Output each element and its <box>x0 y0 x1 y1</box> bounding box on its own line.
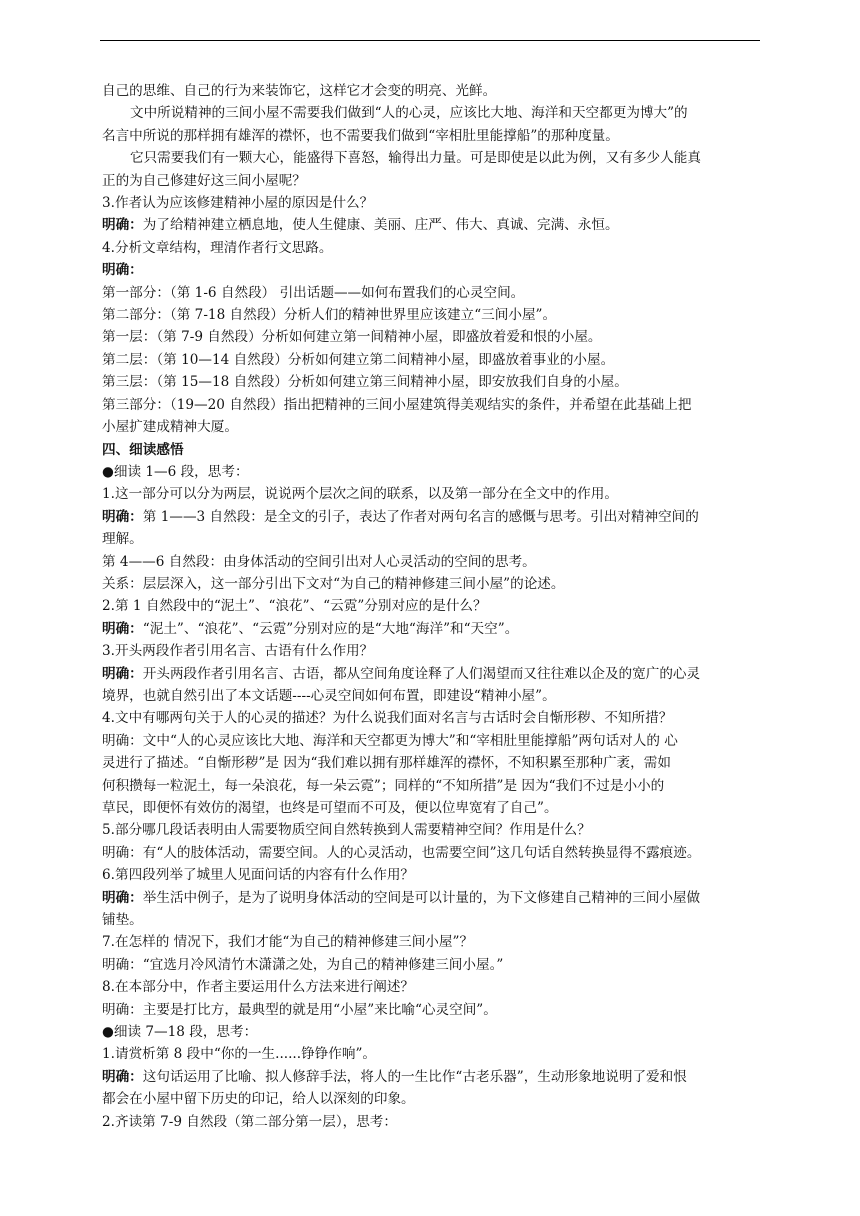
line-text: 第三部分：（19—20 自然段）指出把精神的三间小屋建筑得美观结实的条件，并希望在此基础上把 <box>102 396 692 413</box>
text-line <box>102 416 760 438</box>
line-text: 举生活中例子，是为了说明身体活动的空间是可以计量的，为下文修建自己精神的三间小屋做 <box>142 889 701 906</box>
line-text: 正的为自己修建好这三间小屋呢？ <box>102 172 306 189</box>
text-line <box>102 640 760 662</box>
text-line <box>102 976 760 998</box>
line-text: 2.第 1 自然段中的“泥土”、“浪花”、“云霓”分别对应的是什么？ <box>102 598 487 615</box>
text-line <box>102 864 760 886</box>
text-line <box>102 819 760 841</box>
text-line <box>102 170 760 192</box>
text-line <box>102 707 760 729</box>
text-line <box>102 887 760 909</box>
line-text: 理解。 <box>102 531 143 548</box>
text-line <box>102 842 760 864</box>
text-line <box>102 730 760 752</box>
line-text: 7.在怎样的 情况下，我们才能“为自己的精神修建三间小屋”？ <box>102 934 474 951</box>
answer-label: 明确： <box>102 665 143 682</box>
line-text: “泥土”、“浪花”、“云霓”分别对应的是“大地“海洋”和“天空”。 <box>142 620 519 637</box>
answer-label: 明确： <box>102 1068 143 1085</box>
text-line <box>102 528 760 550</box>
text-line <box>102 214 760 236</box>
line-text: 第一层：（第 7-9 自然段）分析如何建立第一间精神小屋，即盛放着爱和恨的小屋。 <box>102 329 602 346</box>
line-text: 文中所说精神的三间小屋不需要我们做到“人的心灵，应该比大地、海洋和天空都更为博大”的 <box>130 105 688 122</box>
line-text: 1.这一部分可以分为两层，说说两个层次之间的联系，以及第一部分在全文中的作用。 <box>102 486 618 503</box>
line-text: 名言中所说的那样拥有雄浑的襟怀，也不需要我们做到“宰相肚里能撑船”的那种度量。 <box>102 127 619 144</box>
answer-label: 明确： <box>102 889 143 906</box>
line-text: 2.齐读第 7-9 自然段（第二部分第一层），思考： <box>102 1113 397 1130</box>
text-line <box>102 999 760 1021</box>
line-text: 4.文中有哪两句关于人的心灵的描述？为什么说我们面对名言与古话时会自惭形秽、不知所措？ <box>102 710 673 727</box>
line-text: 灵进行了描述。“自惭形秽”是 因为“我们难以拥有那样雄浑的襟怀，不知积累至那种广袤，需如 <box>102 755 671 772</box>
line-text: 铺垫。 <box>102 912 143 929</box>
section-heading <box>102 439 760 461</box>
answer-label: 明确： <box>102 217 143 234</box>
text-line <box>102 326 760 348</box>
line-text: 1.请赏析第 8 段中“你的一生......铮铮作响”。 <box>102 1046 376 1063</box>
text-line <box>102 147 760 169</box>
text-line <box>102 1111 760 1133</box>
line-text: 明确：文中“人的心灵应该比大地、海洋和天空都更为博大”和“宰相肚里能撑船”两句话对人的 心 <box>102 732 678 749</box>
text-line <box>102 573 760 595</box>
line-text: 明确：有“人的肢体活动，需要空间。人的心灵活动，也需要空间”这几句话自然转换显得不露痕迹。 <box>102 844 701 861</box>
line-text: 8.在本部分中，作者主要运用什么方法来进行阐述？ <box>102 979 415 996</box>
text-line <box>102 954 760 976</box>
line-text: 第二层：（第 10—14 自然段）分析如何建立第二间精神小屋，即盛放着事业的小屋。 <box>102 351 615 368</box>
text-line <box>102 349 760 371</box>
header-rule <box>100 40 760 41</box>
text-line <box>102 551 760 573</box>
text-line <box>102 909 760 931</box>
line-text: ●细读 7—18 段，思考： <box>102 1024 258 1041</box>
text-line <box>102 1088 760 1110</box>
text-line <box>102 192 760 214</box>
text-line <box>102 1066 760 1088</box>
document-body <box>102 80 760 1133</box>
text-line <box>102 102 760 124</box>
line-text: 5.部分哪几段话表明由人需要物质空间自然转换到人需要精神空间？作用是什么？ <box>102 822 591 839</box>
line-text: 境界，也就自然引出了本文话题----心灵空间如何布置，即建设“精神小屋”。 <box>102 687 556 704</box>
line-text: 为了给精神建立栖息地，使人生健康、美丽、庄严、伟大、真诚、完满、永恒。 <box>142 217 619 234</box>
text-line <box>102 237 760 259</box>
text-line <box>102 394 760 416</box>
text-line <box>102 685 760 707</box>
text-line <box>102 797 760 819</box>
line-text: 第 4——6 自然段：由身体活动的空间引出对人心灵活动的空间的思考。 <box>102 553 536 570</box>
line-text: 四、细读感悟 <box>102 441 184 458</box>
text-line <box>102 483 760 505</box>
text-line <box>102 259 760 281</box>
line-text: 草民，即便怀有效仿的渴望，也终是可望而不可及，便以位卑宽宥了自己”。 <box>102 800 558 816</box>
text-line <box>102 1021 760 1043</box>
answer-label: 明确： <box>102 262 143 279</box>
line-text: 自己的思维、自己的行为来装饰它，这样它才会变的明亮、光鲜。 <box>102 83 497 99</box>
text-line <box>102 506 760 528</box>
line-text: 第二部分：（第 7-18 自然段）分析人们的精神世界里应该建立“三间小屋”。 <box>102 307 557 324</box>
text-line <box>102 618 760 640</box>
line-text: 明确：主要是打比方，最典型的就是用“小屋”来比喻“心灵空间”。 <box>102 1001 497 1018</box>
line-text: 开头两段作者引用名言、古语，都从空间角度诠释了人们渴望而又往往难以企及的宽广的心灵 <box>142 665 701 682</box>
text-line <box>102 304 760 326</box>
answer-label: 明确： <box>102 620 143 637</box>
line-text: 都会在小屋中留下历史的印记，给人以深刻的印象。 <box>102 1091 415 1108</box>
text-line <box>102 125 760 147</box>
text-line <box>102 1043 760 1065</box>
line-text: 第三层：（第 15—18 自然段）分析如何建立第三间精神小屋，即安放我们自身的小屋。 <box>102 374 628 391</box>
line-text: 明确：“宜选月冷风清竹木潇潇之处，为自己的精神修建三间小屋。” <box>102 956 504 973</box>
line-text: 3.作者认为应该修建精神小屋的原因是什么？ <box>102 195 374 212</box>
line-text: 小屋扩建成精神大厦。 <box>102 419 238 436</box>
text-line <box>102 80 760 102</box>
line-text: ●细读 1—6 段，思考： <box>102 463 249 480</box>
text-line <box>102 461 760 483</box>
line-text: 它只需要我们有一颗大心，能盛得下喜怒，输得出力量。可是即使是以此为例，又有多少人能真 <box>130 150 701 167</box>
line-text: 这句话运用了比喻、拟人修辞手法，将人的一生比作“古老乐器”，生动形象地说明了爱和恨 <box>142 1068 687 1085</box>
line-text: 第 1——3 自然段：是全文的引子，表达了作者对两句名言的感慨与思考。引出对精神空间的 <box>142 508 699 525</box>
line-text: 关系：层层深入，这一部分引出下文对“为自己的精神修建三间小屋”的论述。 <box>102 575 565 592</box>
line-text: 何积攒每一粒泥土，每一朵浪花，每一朵云霓”；同样的“不知所措”是 因为“我们不过是小小的 <box>102 777 665 794</box>
line-text: 4.分析文章结构，理清作者行文思路。 <box>102 239 333 256</box>
text-line <box>102 371 760 393</box>
text-line <box>102 775 760 797</box>
text-line <box>102 663 760 685</box>
line-text: 第一部分：（第 1-6 自然段） 引出话题——如何布置我们的心灵空间。 <box>102 284 525 301</box>
answer-label: 明确： <box>102 508 143 525</box>
text-line <box>102 752 760 774</box>
text-line <box>102 931 760 953</box>
text-line <box>102 282 760 304</box>
line-text: 6.第四段列举了城里人见面问话的内容有什么作用？ <box>102 867 415 884</box>
text-line <box>102 595 760 617</box>
line-text: 3.开头两段作者引用名言、古语有什么作用？ <box>102 643 374 660</box>
